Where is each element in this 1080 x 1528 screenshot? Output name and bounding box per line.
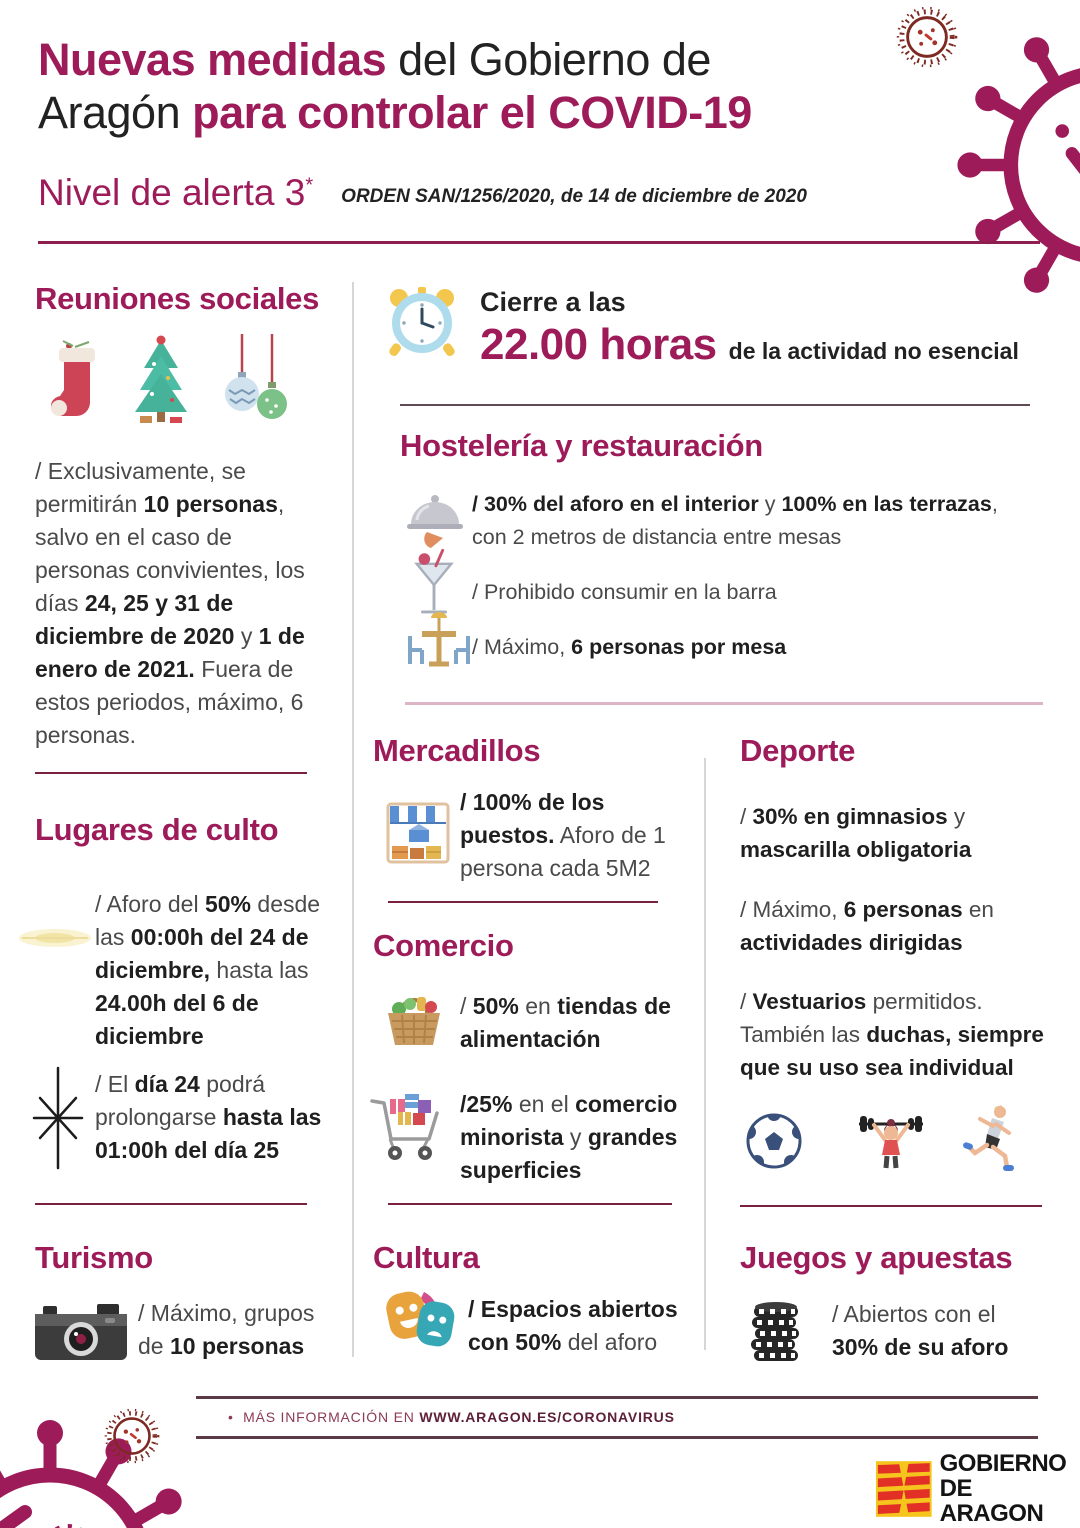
small-virus-bottom-icon [104,1408,160,1464]
deporte-bullet-3: / Vestuarios permitidos. También las duchas, siempre que su uso sea individual [740,989,1044,1080]
footer-info-prefix: MÁS INFORMACIÓN EN [243,1409,420,1425]
theater-masks-icon [380,1286,462,1352]
camera-icon [33,1300,129,1364]
deporte-bullet-1: / 30% en gimnasios y mascarilla obligatoria [740,804,972,862]
divider-left-column [352,282,354,1357]
title-accent-2: para controlar el COVID-19 [192,86,752,138]
logo-line2: DE ARAGON [939,1474,1044,1527]
christmas-tree-icon [128,334,194,426]
logo-line1: GOBIERNO [939,1450,1067,1477]
shopping-cart-icon [368,1085,450,1165]
rule-under-comercio [388,1203,672,1205]
lugares-bullet-2: / El día 24 podrá prolongarse hasta las 01:00h del día 25 [95,1071,322,1163]
christmas-stocking-icon [45,338,105,426]
section-heading-comercio: Comercio [373,928,514,963]
alert-row [38,172,807,214]
bethlehem-star-icon [26,1062,90,1174]
title-rest-1: del Gobierno de [386,34,711,85]
rule-under-mercadillos [388,901,658,903]
closure-suffix: de la actividad no esencial [728,338,1019,364]
section-heading-reuniones: Reuniones sociales [35,281,320,316]
alert-asterisk: * [305,174,314,197]
section-heading-juegos: Juegos y apuestas [740,1240,1013,1275]
turismo-bullet: / Máximo, grupos de 10 personas [138,1300,315,1359]
cultura-bullet: / Espacios abiertos con 50% del aforo [468,1296,678,1355]
mercadillos-bullet: / 100% de los puestos. Aforo de 1 persona cada 5M2 [460,789,666,881]
serving-cloche-icon [403,490,467,550]
alert-level: Nivel de alerta 3* [38,172,314,213]
section-heading-cultura: Cultura [373,1240,480,1275]
alarm-clock-icon [383,283,461,361]
section-heading-lugares: Lugares de culto [35,812,279,847]
footer-info-url: WWW.ARAGON.ES/CORONAVIRUS [419,1409,675,1425]
title-black-2: Aragón [38,86,193,138]
rule-under-reuniones [35,772,307,774]
terrace-table-icon [400,608,478,670]
poker-chips-icon [748,1298,800,1364]
soccer-ball-icon [745,1112,803,1170]
footer-rule-bottom [196,1436,1038,1439]
rule-under-hosteleria [405,702,1043,705]
title-accent-1: Nuevas medidas [38,34,387,85]
hosteleria-bullet-1: / 30% del aforo en el interior y 100% en las terrazas, con 2 metros de distancia entre mesas [472,492,998,549]
hosteleria-bullet-3: / Máximo, 6 personas por mesa [472,635,787,659]
rule-under-deporte [740,1205,1042,1207]
deporte-bullet-2: / Máximo, 6 personas en actividades dirigidas [740,897,994,955]
closure-block [480,287,1019,370]
section-heading-deporte: Deporte [740,733,856,768]
candle-glow-icon [16,900,94,966]
divider-right-column [704,758,706,1350]
food-basket-icon [382,985,446,1051]
lugares-bullet-1: / Aforo del 50% desde las 00:00h del 24 de diciembre, hasta las 24.00h del 6 de diciembre [95,891,321,1049]
section-heading-mercadillos: Mercadillos [373,733,541,768]
header-rule [38,241,1040,244]
reuniones-paragraph: / Exclusivamente, se permitirán 10 personas, salvo en el caso de personas convivientes, los días 24, 25 y 31 de diciembre de 2020 y 1 de enero de 2021. Fuera de estos periodos, máximo, 6 personas. [35,458,305,748]
order-reference: ORDEN SAN/1256/2020, de 14 de diciembre de 2020 [341,186,807,207]
closure-time: 22.00 horas [480,320,717,369]
ornaments-icon [222,334,290,426]
gobierno-aragon-logo [876,1452,1080,1527]
comercio-bullet-1: / 50% en tiendas de alimentación [460,993,671,1052]
footer-rule-top [196,1396,1038,1399]
footer-bullet: • [228,1409,234,1425]
section-heading-turismo: Turismo [35,1240,153,1275]
footer-info [228,1409,675,1425]
page-title [38,34,752,139]
aragon-flag-icon [876,1461,932,1517]
hosteleria-bullet-2: / Prohibido consumir en la barra [472,580,777,604]
closure-line1: Cierre a las [480,287,626,317]
market-stall-icon [385,798,451,866]
section-heading-hosteleria: Hostelería y restauración [400,428,763,463]
rule-under-closure [400,404,1030,406]
weightlifter-icon [855,1106,927,1172]
runner-icon [962,1102,1018,1174]
rule-under-lugares [35,1203,307,1205]
large-virus-icon [938,0,1080,330]
juegos-bullet: / Abiertos con el 30% de su aforo [832,1301,1009,1360]
comercio-bullet-2: /25% en el comercio minorista y grandes superficies [460,1091,678,1183]
